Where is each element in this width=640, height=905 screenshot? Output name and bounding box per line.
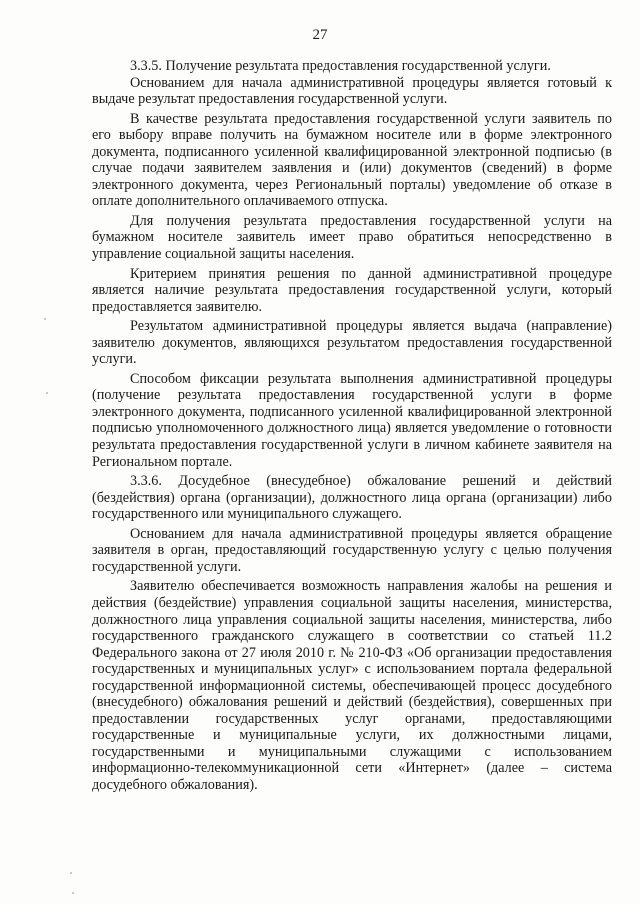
scan-speck xyxy=(70,872,72,874)
paragraph: Результатом административной процедуры является выдача (направление) заявителю документов, являющихся результатом предоставления государственной услуги. xyxy=(92,318,612,368)
page-number: 27 xyxy=(312,27,328,43)
section-heading-3-3-6: 3.3.6. Досудебное (внесудебное) обжалование решений и действий (бездействия) органа (организации), должностного лица органа (организации) либо государственного или муниципального служащего. xyxy=(92,473,612,523)
section-heading-3-3-5: 3.3.5. Получение результата предоставления государственной услуги. xyxy=(130,58,551,74)
scan-speck xyxy=(46,392,48,394)
paragraph: В качестве результата предоставления государственной услуги заявитель по его выбору вправе получить на бумажном носителе или в форме электронного документа, подписанного усиленной квалифицированной электронной подписью (в случае подачи заявителем заявления и (или) документов (сведений) в форме электронного документа, через Региональный порталы) уведомление об отказе в оплате дополнительного оплачиваемого отпуска. xyxy=(92,110,612,210)
scan-speck xyxy=(72,892,74,894)
paragraph: Основанием для начала административной процедуры является готовый к выдаче результат предоставления государственной услуги. xyxy=(92,74,612,108)
scan-speck xyxy=(44,318,46,320)
paragraph: Основанием для начала административной процедуры является обращение заявителя в орган, предоставляющий государственную услугу с целью получения государственной услуги. xyxy=(92,525,612,575)
paragraph: Для получения результата предоставления государственной услуги на бумажном носителе заявитель имеет право обратиться непосредственно в управление социальной защиты населения. xyxy=(92,212,612,263)
paragraph: Способом фиксации результата выполнения административной процедуры (получение результата предоставления государственной услуги в форме электронного документа, подписанного усиленной квалифицированной электронной подписью уполномоченного должностного лица) является уведомление о готовности результата предоставления государственной услуги в личном кабинете заявителя на Региональном портале. xyxy=(92,370,612,470)
document-body xyxy=(92,58,612,797)
paragraph: Заявителю обеспечивается возможность направления жалобы на решения и действия (бездействие) управления социальной защиты населения, министерства, должностного лица управления социальной защиты населения, министерства, либо государственного гражданского служащего в соответствии со статьей 11.2 Федерального закона от 27 июля 2010 г. № 210-ФЗ «Об организации предоставления государственных и муниципальных услуг» с использованием портала федеральной государственной информационной системы, обеспечивающей процесс досудебного (внесудебного) обжалования решений и действий (бездействия), совершенных при предоставлении государственных услуг органами, предоставляющими государственные и муниципальные услуги, их должностными лицами, государственными и муниципальными служащими с использованием информационно-телекоммуникационной сети «Интернет» (далее – система досудебного обжалования). xyxy=(92,578,612,793)
paragraph: Критерием принятия решения по данной административной процедуре является наличие результата предоставления государственной услуги, который предоставляется заявителю. xyxy=(92,265,612,315)
